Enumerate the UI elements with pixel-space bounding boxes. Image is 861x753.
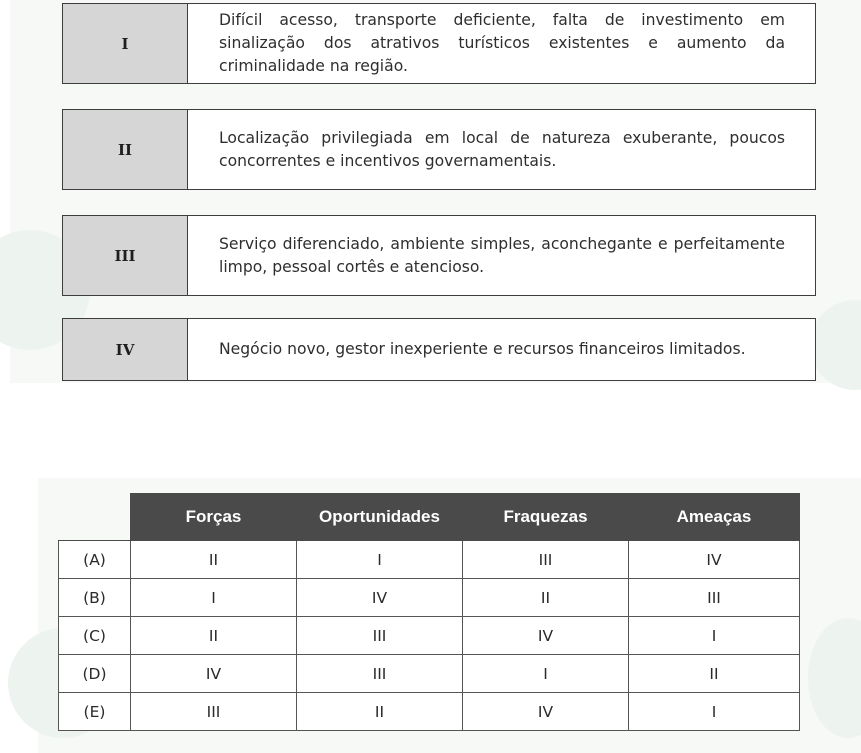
table-cell: III <box>297 617 463 655</box>
header-ameacas: Ameaças <box>629 494 800 541</box>
header-oportunidades: Oportunidades <box>297 494 463 541</box>
statement-text-wrap <box>188 4 815 83</box>
option-label: (E) <box>59 693 131 731</box>
table-cell: III <box>131 693 297 731</box>
table-cell: I <box>463 655 629 693</box>
statement-box-1 <box>62 3 816 84</box>
table-cell: IV <box>463 693 629 731</box>
option-label: (C) <box>59 617 131 655</box>
table-cell: III <box>629 579 800 617</box>
header-forcas: Forças <box>131 494 297 541</box>
table-cell: IV <box>131 655 297 693</box>
table-cell: II <box>131 617 297 655</box>
statement-box-3 <box>62 215 816 296</box>
statement-numeral: II <box>63 110 188 189</box>
statement-text-wrap <box>188 216 815 295</box>
table-cell: I <box>629 693 800 731</box>
table-cell: I <box>629 617 800 655</box>
table-row-e[interactable] <box>59 693 800 731</box>
table-cell: II <box>297 693 463 731</box>
table-header-row <box>59 494 800 541</box>
table-row-d[interactable] <box>59 655 800 693</box>
header-fraquezas: Fraquezas <box>463 494 629 541</box>
table-cell: I <box>131 579 297 617</box>
answer-table <box>58 493 800 731</box>
table-cell: III <box>463 541 629 579</box>
option-label: (B) <box>59 579 131 617</box>
statement-text: Negócio novo, gestor inexperiente e recursos financeiros limitados. <box>219 340 746 358</box>
statement-numeral: IV <box>63 319 188 380</box>
statement-text: Localização privilegiada em local de natureza exuberante, poucos concorrentes e incentivos governamentais. <box>219 128 785 170</box>
table-cell: III <box>297 655 463 693</box>
table-row-a[interactable] <box>59 541 800 579</box>
table-cell: II <box>131 541 297 579</box>
table-corner-cell <box>59 494 131 541</box>
statement-text-wrap <box>188 110 815 189</box>
table-cell: II <box>463 579 629 617</box>
statement-text-wrap <box>188 319 815 380</box>
statement-numeral: I <box>63 4 188 83</box>
table-cell: I <box>297 541 463 579</box>
statement-box-2 <box>62 109 816 190</box>
table-row-b[interactable] <box>59 579 800 617</box>
watermark-shape <box>808 618 861 738</box>
table-row-c[interactable] <box>59 617 800 655</box>
table-cell: IV <box>629 541 800 579</box>
statement-text: Serviço diferenciado, ambiente simples, aconchegante e perfeitamente limpo, pessoal cortês e atencioso. <box>219 234 785 276</box>
option-label: (A) <box>59 541 131 579</box>
option-label: (D) <box>59 655 131 693</box>
statement-numeral: III <box>63 216 188 295</box>
statement-text: Difícil acesso, transporte deficiente, falta de investimento em sinalização dos atrativos turísticos existentes e aumento da criminalidade na região. <box>219 11 785 75</box>
table-cell: IV <box>297 579 463 617</box>
table-cell: IV <box>463 617 629 655</box>
table-cell: II <box>629 655 800 693</box>
watermark-shape <box>810 300 861 390</box>
statement-box-4 <box>62 318 816 381</box>
